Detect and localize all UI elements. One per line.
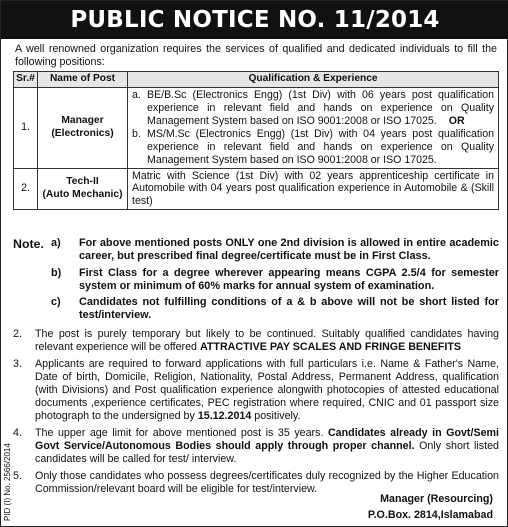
- row-post: [38, 168, 128, 210]
- qualification-marker: a.: [132, 89, 141, 101]
- intro-text: A well renowned organization requires the services of qualified and dedicated individuals to fill the following positions:: [15, 43, 497, 69]
- or-label: OR: [448, 114, 465, 127]
- row-sr: 2.: [14, 168, 38, 210]
- note-text: For above mentioned posts ONLY one 2nd division is allowed in entire academic career, but prescribed final degree/certificate must be in First Class.: [79, 237, 499, 263]
- signatory-address: P.O.Box. 2814,Islamabad: [367, 508, 493, 521]
- point-item: [13, 358, 499, 423]
- qualification-item: [128, 89, 498, 128]
- point-number: 5.: [13, 470, 22, 483]
- point-item: [13, 328, 499, 354]
- qualification-text: Matric with Science (1st Div) with 02 years apprenticeship certificate in Automobile with 04 years post qualification experience in Automobile & (Skill test): [132, 169, 494, 208]
- point-emphasis: Candidates already in Govt/Semi Govt Service/Autonomous Bodies should apply through proper channel.: [35, 427, 499, 453]
- notes-section: [13, 237, 499, 500]
- point-number: 3.: [13, 357, 22, 370]
- post-subtitle: (Electronics): [51, 127, 114, 139]
- note-marker: c): [51, 296, 61, 309]
- signatory-title: Manager (Resourcing): [380, 493, 493, 505]
- table-header-row: [14, 72, 499, 88]
- point-text: Applicants are required to forward applications with full particulars i.e. Name & Father's Name, Date of birth, Domicile, Religion, Nationality, Postal Address, Permanent Address, qualification (with Divisions) and Post qualification experience alongwith photocopies of attested educational documents ,experience certificates, PEC registration where required, CNIC and 01 passport size photograph to the undersigned by: [35, 357, 499, 423]
- point-number: 2.: [13, 327, 22, 340]
- signature-block: [368, 492, 493, 523]
- row-qualification: [128, 88, 499, 169]
- note-c: [51, 296, 499, 323]
- header-sr: Sr.#: [14, 72, 38, 88]
- note-text: First Class for a degree wherever appearing means CGPA 2.5/4 for semester system or minimum of 60% marks for annual system of examination.: [79, 266, 499, 292]
- point-emphasis: ATTRACTIVE PAY SCALES AND FRINGE BENEFITS: [199, 340, 462, 353]
- qualification-item: [128, 128, 498, 167]
- qualification-marker: b.: [132, 127, 141, 140]
- row-post: [38, 88, 128, 169]
- point-emphasis: 15.12.2014: [197, 410, 252, 423]
- note-marker: a): [51, 237, 61, 249]
- pid-text: PID (I) No. 2566/2014: [3, 443, 12, 521]
- point-text: The upper age limit for above mentioned post is 35 years.: [35, 427, 328, 440]
- header-post: Name of Post: [38, 72, 128, 88]
- point-item: [13, 427, 499, 466]
- qualification-text: BE/B.Sc (Electronics Engg) (1st Div) with 06 years post qualification experience in relevant field and hands on experience on Quality Management System based on ISO 9001:2008 or ISO 17025.: [147, 89, 494, 127]
- table-row: [14, 88, 499, 169]
- post-subtitle: (Auto Mechanic): [42, 188, 123, 200]
- qualification-text: MS/M.Sc (Electronics Engg) (1st Div) with 04 years post qualification experience in relevant field and hands on experience on Quality Management System based on ISO 9001:2008 or ISO 17025.: [147, 127, 494, 166]
- table-row: [14, 168, 499, 210]
- header-qualification: Qualification & Experience: [128, 72, 499, 88]
- note-marker: b): [51, 266, 62, 279]
- note-label: Note.: [13, 237, 44, 251]
- point-text-after: positively.: [251, 410, 301, 423]
- point-text-after: Only short listed candidates will be called for test/ interview.: [35, 440, 499, 466]
- notice-title: PUBLIC NOTICE NO. 11/2014: [1, 1, 508, 39]
- pid-number: [3, 431, 17, 521]
- note-text: Candidates not fulfilling conditions of a & b above will not be short listed for test/interview.: [79, 296, 499, 322]
- positions-table: [13, 71, 499, 210]
- point-text: Only those candidates who possess degrees/certificates duly recognized by the Higher Education Commission/relevant board will be eligible for test/interview.: [35, 470, 499, 496]
- post-title: Tech-II: [66, 176, 99, 188]
- point-number: 4.: [13, 427, 22, 440]
- row-qualification: [128, 168, 499, 210]
- note-b: [51, 267, 499, 294]
- note-a: [13, 237, 499, 267]
- point-text: The post is purely temporary but likely to be continued. Suitably qualified candidates having relevant experience will be offered: [35, 327, 499, 353]
- post-title: Manager: [61, 115, 104, 127]
- row-sr: 1.: [14, 88, 38, 169]
